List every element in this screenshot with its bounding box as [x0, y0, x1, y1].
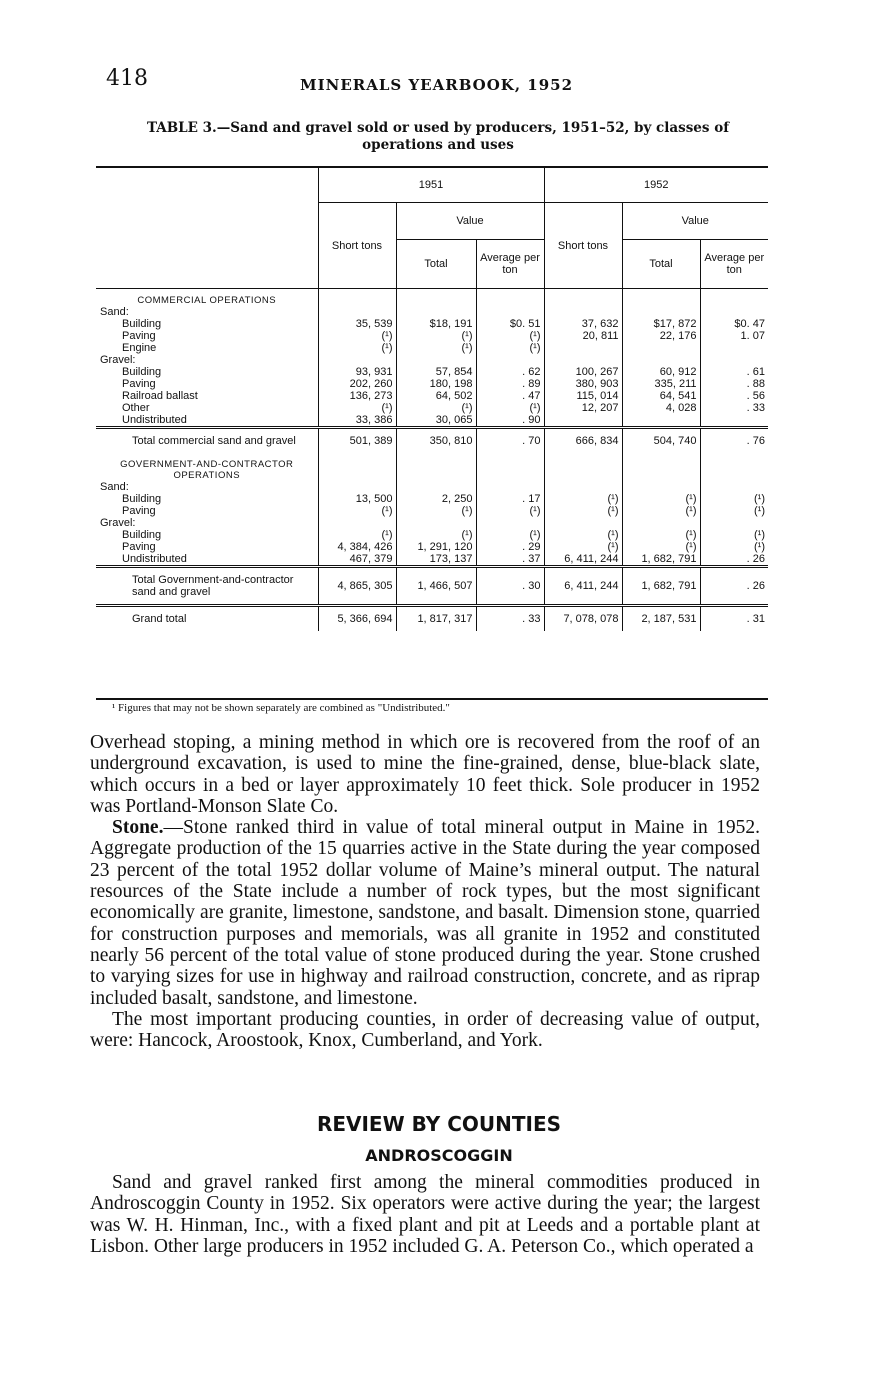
avg-1952-header: Average per ton [700, 240, 768, 289]
value-cell: (¹) [622, 493, 700, 505]
value-cell: 335, 211 [622, 378, 700, 390]
value-cell [544, 517, 622, 529]
value-cell: $0. 51 [476, 318, 544, 330]
row-label: Gravel: [100, 517, 136, 529]
value-cell: (¹) [318, 505, 396, 517]
value-cell [476, 306, 544, 318]
group-row [96, 481, 768, 493]
paragraph-stone [90, 817, 760, 1009]
total-row [96, 428, 768, 454]
value-cell: . 26 [700, 567, 768, 606]
value-cell: 1, 291, 120 [396, 541, 476, 553]
value-cell: (¹) [622, 529, 700, 541]
row-label: Paving [122, 378, 156, 390]
value-cell [396, 354, 476, 366]
group-row [96, 517, 768, 529]
value-cell: . 47 [476, 390, 544, 402]
value-cell: 20, 811 [544, 330, 622, 342]
value-cell: (¹) [544, 529, 622, 541]
row-label: Undistributed [122, 553, 187, 565]
value-cell: . 29 [476, 541, 544, 553]
value-cell: (¹) [476, 402, 544, 414]
value-cell: 57, 854 [396, 366, 476, 378]
value-cell [700, 481, 768, 493]
year-1951-header: 1951 [318, 167, 544, 203]
row-label: Building [122, 493, 162, 505]
empty-cell [396, 289, 476, 307]
value-cell: (¹) [544, 493, 622, 505]
value-cell: 115, 014 [544, 390, 622, 402]
value-1952-header: Value [622, 203, 768, 240]
value-1951-header: Value [396, 203, 544, 240]
value-cell [544, 306, 622, 318]
value-cell [622, 354, 700, 366]
value-cell: 1, 466, 507 [396, 567, 476, 606]
value-cell: 2, 187, 531 [622, 606, 700, 632]
value-cell [396, 481, 476, 493]
value-cell: (¹) [318, 330, 396, 342]
value-cell: (¹) [476, 342, 544, 354]
caption-line-2: operations and uses [362, 137, 514, 153]
total-1952-header: Total [622, 240, 700, 289]
value-cell [544, 414, 622, 428]
value-cell: (¹) [476, 505, 544, 517]
table-row [96, 378, 768, 390]
row-label: Engine [122, 342, 157, 354]
table-bottom-rule [96, 698, 768, 700]
table-row [96, 553, 768, 567]
empty-cell [622, 453, 700, 481]
value-cell: 93, 931 [318, 366, 396, 378]
value-cell: (¹) [544, 541, 622, 553]
value-cell [476, 481, 544, 493]
value-cell: . 26 [700, 553, 768, 567]
value-cell [622, 481, 700, 493]
value-cell: 13, 500 [318, 493, 396, 505]
value-cell: 2, 250 [396, 493, 476, 505]
value-cell: 22, 176 [622, 330, 700, 342]
value-cell: . 31 [700, 606, 768, 632]
total-1951-header: Total [396, 240, 476, 289]
value-cell: 1, 682, 791 [622, 553, 700, 567]
empty-cell [544, 453, 622, 481]
value-cell: (¹) [396, 529, 476, 541]
value-cell: 12, 207 [544, 402, 622, 414]
empty-cell [544, 289, 622, 307]
value-cell: 180, 198 [396, 378, 476, 390]
table-footnote: ¹ Figures that may not be shown separately are combined as "Undistributed." [112, 702, 450, 714]
value-cell [700, 517, 768, 529]
page-number: 418 [106, 66, 148, 91]
running-title: MINERALS YEARBOOK, 1952 [300, 76, 574, 94]
year-1952-header: 1952 [544, 167, 768, 203]
stone-text: —Stone ranked third in value of total mineral output in Maine in 1952. Aggregate production of the 15 quarries active in the State during the year composed 23 percent of the total 1952 dollar volume of Maine’s mineral output. The natural resources of the State include a number of rock types, but the most significant economically are granite, limestone, sandstone, and basalt. Dimension stone, quarried for construction purposes and memorials, was all granite in 1952 and constituted nearly 56 percent of the total value of stone produced during the year. Stone crushed to varying sizes for use in highway and railroad construction, concrete, and as riprap included basalt, sandstone, and limestone. [90, 817, 760, 1009]
value-cell: 60, 912 [622, 366, 700, 378]
row-label: Total Government-and-contractor sand and gravel [96, 567, 318, 606]
value-cell: 666, 834 [544, 428, 622, 454]
section-row [96, 453, 768, 481]
value-cell: . 33 [476, 606, 544, 632]
review-by-counties-heading: REVIEW BY COUNTIES [316, 1112, 562, 1136]
value-cell: . 88 [700, 378, 768, 390]
body-text-lower [90, 1172, 760, 1257]
row-label: Other [122, 402, 150, 414]
value-cell [700, 306, 768, 318]
section-label: GOVERNMENT-AND-CONTRACTOR OPERATIONS [120, 459, 294, 481]
table-row [96, 505, 768, 517]
row-label: Total commercial sand and gravel [96, 428, 318, 454]
caption-line-1: TABLE 3.—Sand and gravel sold or used by producers, 1951–52, by classes of [146, 120, 730, 136]
table-row [96, 366, 768, 378]
value-cell: $0. 47 [700, 318, 768, 330]
total-row [96, 567, 768, 606]
stone-lead-in: Stone. [112, 817, 164, 839]
value-cell: (¹) [700, 529, 768, 541]
value-cell: (¹) [318, 529, 396, 541]
row-label: Paving [122, 330, 156, 342]
short-tons-1951-header: Short tons [318, 203, 396, 289]
table-row [96, 541, 768, 553]
avg-1951-header: Average per ton [476, 240, 544, 289]
value-cell: 1. 07 [700, 330, 768, 342]
value-cell: . 62 [476, 366, 544, 378]
value-cell [396, 306, 476, 318]
value-cell: (¹) [318, 402, 396, 414]
value-cell [318, 481, 396, 493]
empty-cell [622, 289, 700, 307]
body-text-upper [90, 732, 760, 1051]
value-cell: 1, 682, 791 [622, 567, 700, 606]
value-cell: (¹) [544, 505, 622, 517]
value-cell: . 17 [476, 493, 544, 505]
value-cell: . 33 [700, 402, 768, 414]
value-cell: $18, 191 [396, 318, 476, 330]
value-cell: (¹) [622, 505, 700, 517]
value-cell: 202, 260 [318, 378, 396, 390]
value-cell: . 89 [476, 378, 544, 390]
value-cell: (¹) [396, 505, 476, 517]
paragraph-counties: The most important producing counties, in order of decreasing value of output, were: Hancock, Aroostook, Knox, Cumberland, and York. [90, 1008, 760, 1052]
grand-row [96, 606, 768, 632]
value-cell: 30, 065 [396, 414, 476, 428]
value-cell [476, 517, 544, 529]
value-cell: 100, 267 [544, 366, 622, 378]
value-cell: 35, 539 [318, 318, 396, 330]
short-tons-1952-header: Short tons [544, 203, 622, 289]
paragraph-androscoggin: Sand and gravel ranked first among the mineral commodities produced in Androscoggin County in 1952. Six operators were active during the year; the largest was W. H. Hinman, Inc., with a fixed plant and pit at Leeds and a portable plant at Lisbon. Other large producers in 1952 included G. A. Peterson Co., which operated a [90, 1172, 760, 1257]
value-cell: 6, 411, 244 [544, 567, 622, 606]
table-row [96, 342, 768, 354]
section-label: COMMERCIAL OPERATIONS [137, 295, 277, 306]
value-cell: (¹) [622, 541, 700, 553]
value-cell: . 56 [700, 390, 768, 402]
table-row [96, 330, 768, 342]
value-cell: 467, 379 [318, 553, 396, 567]
table-row [96, 414, 768, 428]
empty-cell [396, 453, 476, 481]
value-cell [700, 354, 768, 366]
value-cell [318, 306, 396, 318]
group-row [96, 354, 768, 366]
group-row [96, 306, 768, 318]
value-cell: 33, 386 [318, 414, 396, 428]
row-label: Building [122, 366, 162, 378]
paragraph-slate: Overhead stoping, a mining method in which ore is recovered from the roof of an underground excavation, is used to mine the fine-grained, dense, blue-black slate, which occurs in a bed or layer approximately 10 feet thick. Sole producer in 1952 was Portland-Monson Slate Co. [90, 732, 760, 817]
value-cell [622, 342, 700, 354]
value-cell: . 90 [476, 414, 544, 428]
value-cell: (¹) [700, 505, 768, 517]
value-cell [476, 354, 544, 366]
table-row [96, 390, 768, 402]
empty-cell [476, 289, 544, 307]
value-cell [622, 306, 700, 318]
value-cell [318, 354, 396, 366]
androscoggin-heading: ANDROSCOGGIN [365, 1146, 513, 1165]
value-cell: 4, 384, 426 [318, 541, 396, 553]
value-cell: 7, 078, 078 [544, 606, 622, 632]
table-row [96, 493, 768, 505]
value-cell: (¹) [476, 529, 544, 541]
sand-gravel-table [96, 166, 768, 631]
value-cell: . 70 [476, 428, 544, 454]
value-cell: 5, 366, 694 [318, 606, 396, 632]
value-cell: $17, 872 [622, 318, 700, 330]
table-row [96, 529, 768, 541]
value-cell: 504, 740 [622, 428, 700, 454]
section-row [96, 289, 768, 307]
value-cell: (¹) [318, 342, 396, 354]
value-cell: . 61 [700, 366, 768, 378]
value-cell [396, 517, 476, 529]
value-cell [544, 354, 622, 366]
value-cell: 6, 411, 244 [544, 553, 622, 567]
value-cell: 136, 273 [318, 390, 396, 402]
row-label: Sand: [100, 306, 129, 318]
value-cell: (¹) [700, 541, 768, 553]
row-label: Undistributed [122, 414, 187, 426]
empty-cell [476, 453, 544, 481]
stub-header [96, 167, 318, 289]
value-cell: (¹) [700, 493, 768, 505]
value-cell: (¹) [396, 402, 476, 414]
value-cell: (¹) [396, 330, 476, 342]
row-label: Sand: [100, 481, 129, 493]
table-caption [110, 120, 766, 154]
row-label: Building [122, 318, 162, 330]
row-label: Paving [122, 541, 156, 553]
empty-cell [318, 453, 396, 481]
value-cell [622, 414, 700, 428]
value-cell: 64, 502 [396, 390, 476, 402]
table-row [96, 318, 768, 330]
value-cell: 350, 810 [396, 428, 476, 454]
value-cell: 4, 028 [622, 402, 700, 414]
value-cell: (¹) [476, 330, 544, 342]
row-label: Grand total [96, 606, 318, 632]
row-label: Railroad ballast [122, 390, 198, 402]
value-cell: . 30 [476, 567, 544, 606]
value-cell: (¹) [396, 342, 476, 354]
empty-cell [700, 453, 768, 481]
value-cell [544, 481, 622, 493]
value-cell: 4, 865, 305 [318, 567, 396, 606]
value-cell: 1, 817, 317 [396, 606, 476, 632]
value-cell [700, 342, 768, 354]
row-label: Gravel: [100, 354, 136, 366]
value-cell [544, 342, 622, 354]
value-cell: 37, 632 [544, 318, 622, 330]
value-cell: . 76 [700, 428, 768, 454]
row-label: Paving [122, 505, 156, 517]
value-cell [700, 414, 768, 428]
value-cell [318, 517, 396, 529]
value-cell: . 37 [476, 553, 544, 567]
value-cell: 64, 541 [622, 390, 700, 402]
empty-cell [318, 289, 396, 307]
value-cell: 501, 389 [318, 428, 396, 454]
value-cell: 173, 137 [396, 553, 476, 567]
value-cell: 380, 903 [544, 378, 622, 390]
row-label: Building [122, 529, 162, 541]
table-row [96, 402, 768, 414]
value-cell [622, 517, 700, 529]
empty-cell [700, 289, 768, 307]
